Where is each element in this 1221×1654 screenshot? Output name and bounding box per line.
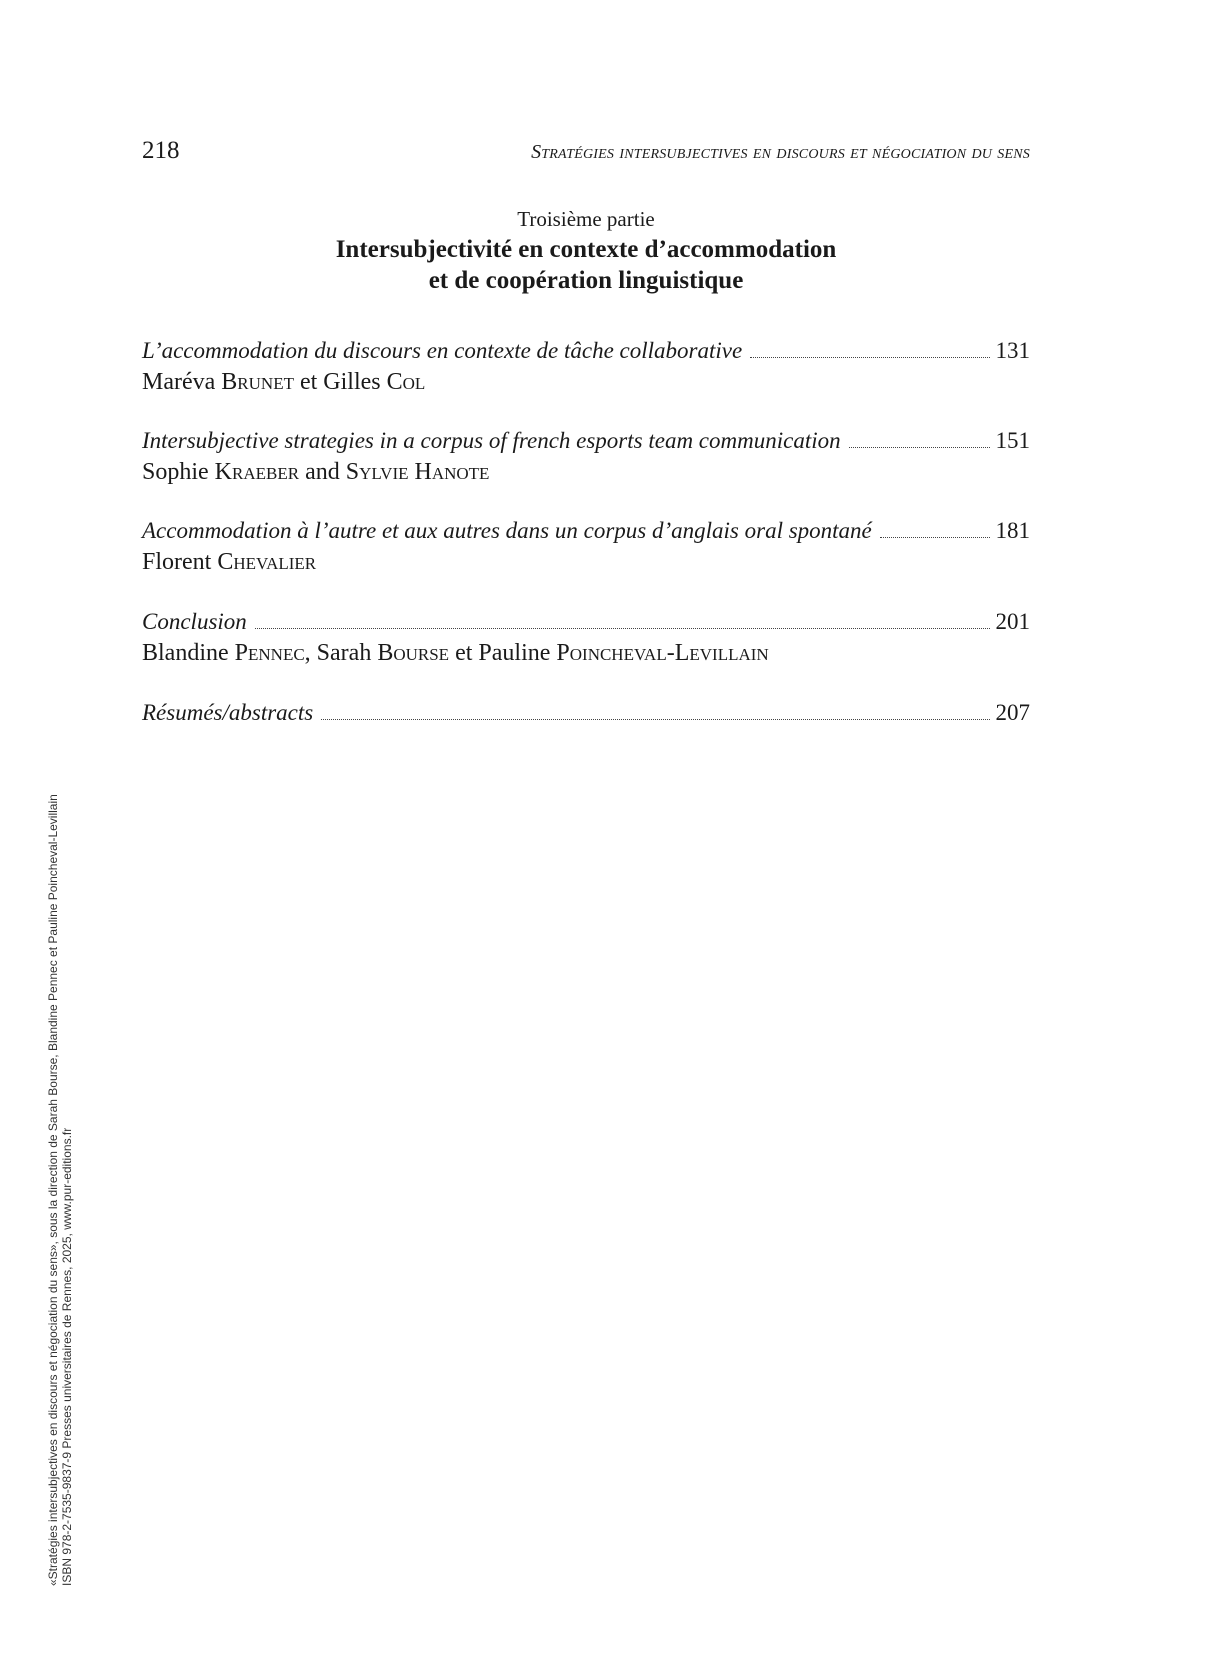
toc-entry-title[interactable]: Intersubjective strategies in a corpus of french esports team communication <box>142 428 841 453</box>
toc-entry-title[interactable]: Résumés/abstracts <box>142 700 314 725</box>
author-last-name: Sylvie Hanote <box>345 459 490 485</box>
toc-entry[interactable] <box>142 516 1030 578</box>
author-last-name: Kraeber <box>214 459 300 485</box>
toc-entry-page[interactable]: 181 <box>995 518 1030 543</box>
toc-entry[interactable] <box>142 426 1030 488</box>
toc-entry-line[interactable] <box>142 516 1030 546</box>
dot-leader <box>750 356 989 358</box>
author-separator: , <box>304 640 317 666</box>
dot-leader <box>321 718 989 720</box>
author-first-name: Pauline <box>478 640 557 666</box>
running-header <box>142 136 1030 172</box>
toc-entry-line[interactable] <box>142 698 1030 728</box>
author-first-name: Blandine <box>142 640 235 666</box>
toc-entry-page[interactable]: 207 <box>995 700 1030 725</box>
author-first-name: Sarah <box>316 640 378 666</box>
toc-entry-line[interactable] <box>142 426 1030 456</box>
toc-entry-title[interactable]: Conclusion <box>142 609 247 634</box>
author-separator: and <box>299 459 346 485</box>
toc-entry-line[interactable] <box>142 336 1030 366</box>
part-label: Troisième partie <box>517 207 655 231</box>
part-title <box>142 234 1030 296</box>
author-first-name: Maréva <box>142 369 222 395</box>
copyright-side-note <box>46 794 74 1586</box>
part-title-line-1: Intersubjectivité en contexte d’accommodation <box>335 236 837 263</box>
toc-entry-title[interactable]: L’accommodation du discours en contexte de tâche collaborative <box>142 338 743 363</box>
toc-entry-page[interactable]: 151 <box>995 428 1030 453</box>
author-last-name: Chevalier <box>217 549 317 575</box>
dot-leader <box>849 446 990 448</box>
toc-entry-title[interactable]: Accommodation à l’autre et aux autres dans un corpus d’anglais oral spontané <box>142 518 872 543</box>
toc-entry-authors <box>142 637 1030 669</box>
author-last-name: Poincheval-Levillain <box>556 640 769 666</box>
toc-entry-authors <box>142 456 1030 488</box>
author-last-name: Brunet <box>221 369 294 395</box>
toc-entry-page[interactable]: 131 <box>995 338 1030 363</box>
side-note-line-2: ISBN 978-2-7535-9837-9 Presses universitaires de Rennes, 2025, www.pur-editions.fr <box>60 1127 74 1586</box>
author-first-name: Gilles <box>323 369 387 395</box>
toc-entry[interactable] <box>142 607 1030 669</box>
part-title-line-2: et de coopération linguistique <box>428 267 744 294</box>
toc-entry-authors <box>142 546 1030 578</box>
toc-entry[interactable] <box>142 698 1030 728</box>
author-last-name: Col <box>386 369 426 395</box>
toc-entry-line[interactable] <box>142 607 1030 637</box>
author-separator: et <box>449 640 479 666</box>
toc-entry-authors <box>142 366 1030 398</box>
running-title: Stratégies intersubjectives en discours et négociation du sens <box>531 141 1030 163</box>
author-separator: et <box>293 369 324 395</box>
dot-leader <box>880 536 990 538</box>
author-first-name: Sophie <box>142 459 215 485</box>
page-number: 218 <box>142 137 180 164</box>
toc-entry[interactable] <box>142 336 1030 398</box>
author-first-name: Florent <box>142 549 218 575</box>
author-last-name: Pennec <box>234 640 305 666</box>
dot-leader <box>255 627 990 629</box>
part-heading <box>142 206 1030 296</box>
side-note-line-1: «Stratégies intersubjectives en discours et négociation du sens», sous la direction de Sarah Bourse, Blandine Pennec et Pauline Poincheval-Levillain <box>46 794 60 1586</box>
author-last-name: Bourse <box>377 640 450 666</box>
toc-entry-page[interactable]: 201 <box>995 609 1030 634</box>
